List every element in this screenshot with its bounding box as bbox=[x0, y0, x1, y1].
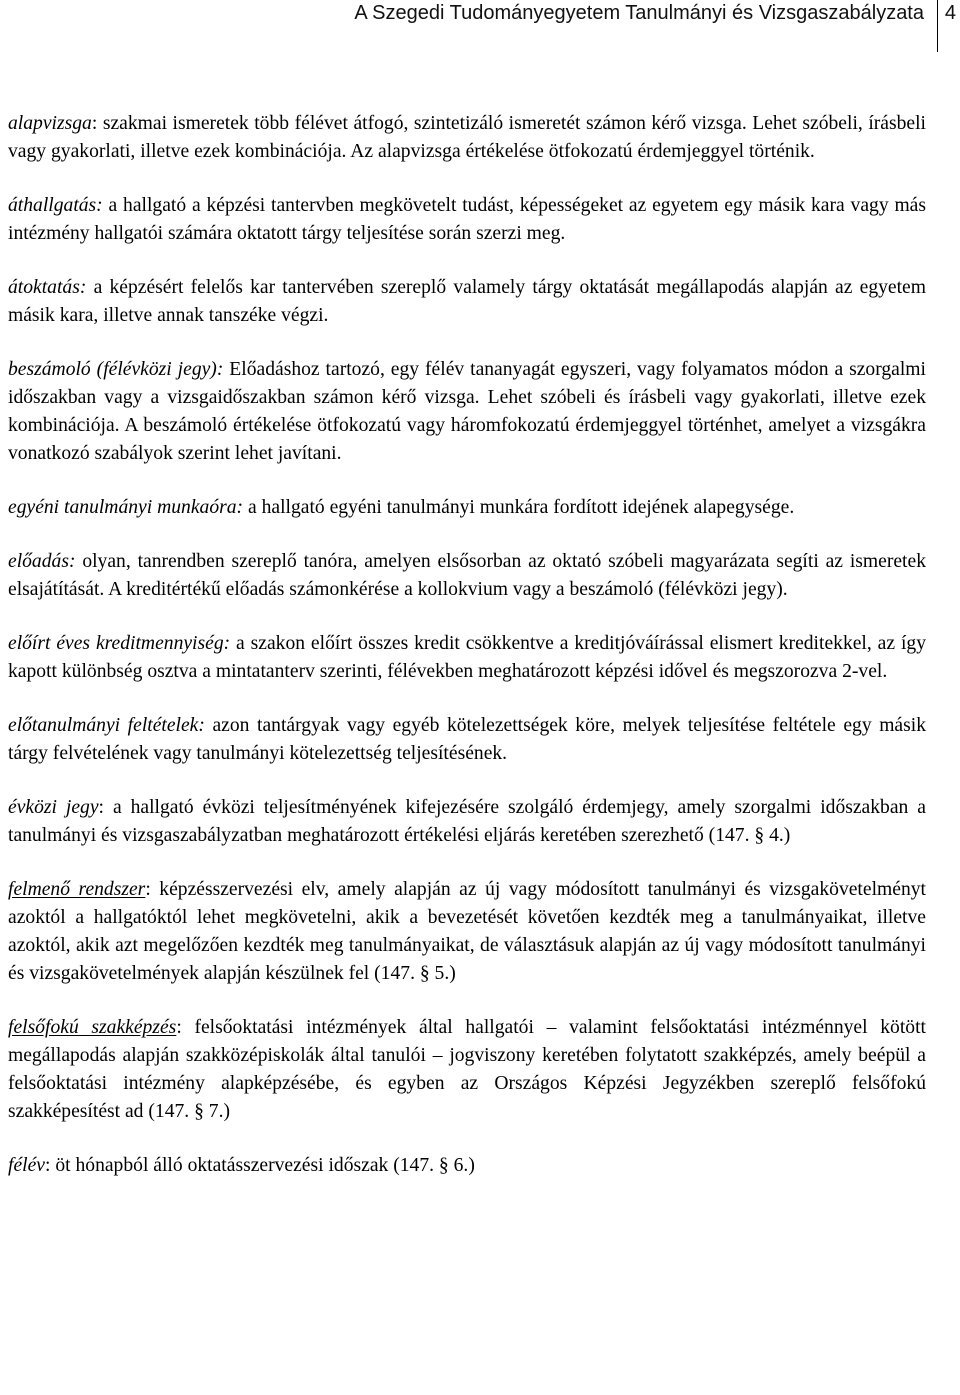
definition-term: előtanulmányi feltételek: bbox=[8, 715, 205, 736]
definition-felsofoku-szakkepzes: felsőfokú szakképzés: felsőoktatási intézmények által hallgatói – valamint felsőoktatási intézménnyel kötött megállapodás alapján szakközépiskolák által tanulói – jogviszony keretében folytatott szakképzés, amely beépül a felsőoktatási intézmény alapképzésébe, és egyben az Országos Képzési Jegyzékben szereplő felsőfokú szakképesítést ad (147. § 7.) bbox=[8, 1017, 926, 1122]
definition-text: szakmai ismeretek több félévet átfogó, szintetizáló ismeretét számon kérő vizsga. Lehet szóbeli, írásbeli vagy gyakorlati, illetve ezek kombinációja. Az alapvizsga értékelése ötfokozatú érdemjeggyel történik. bbox=[8, 113, 926, 162]
definition-term: előadás: bbox=[8, 551, 76, 572]
definition-term: áthallgatás: bbox=[8, 195, 103, 216]
definition-eloadas bbox=[8, 548, 926, 604]
definition-text: öt hónapból álló oktatásszervezési időszak (147. § 6.) bbox=[50, 1155, 475, 1176]
definition-text: a hallgató évközi teljesítményének kifejezésére szolgáló érdemjegy, amely szorgalmi időszakban a tanulmányi és vizsgaszabályzatban meghatározott értékelési eljárás keretében szerezhető (147. § 4.) bbox=[8, 797, 926, 846]
definition-term: alapvizsga bbox=[8, 113, 92, 134]
page-header bbox=[0, 0, 960, 52]
definition-text: a képzésért felelős kar tantervében szereplő valamely tárgy oktatását megállapodás alapján az egyetem másik kara, illetve annak tanszéke végzi. bbox=[8, 277, 926, 326]
definition-text: Előadáshoz tartozó, egy félév tananyagát egyszeri, vagy folyamatos módon a szorgalmi időszakban vagy a vizsgaidőszakban számon kérő vizsga. Lehet szóbeli és írásbeli vagy gyakorlati, illetve ezek kombinációja. A beszámoló értékelése ötfokozatú vagy háromfokozatú érdemjeggyel történhet, amelyet a vizsgákra vonatkozó szabályok szerint lehet javítani. bbox=[8, 359, 926, 464]
page-number: 4 bbox=[944, 2, 956, 24]
definition-term: felsőfokú szakképzés bbox=[8, 1017, 177, 1038]
definition-text: a hallgató egyéni tanulmányi munkára fordított idejének alapegysége. bbox=[243, 497, 795, 518]
definition-text: képzésszervezési elv, amely alapján az új vagy módosított tanulmányi és vizsgakövetelményt azoktól a hallgatóktól lehet megkövetelni, akik a bevezetését követően kezdték meg a tanulmányaikat, illetve azoktól, akik azt megelőzően kezdték meg tanulmányaikat, de választásuk alapján az új vagy módosított tanulmányi és vizsgakövetelmények alapján készülnek fel (147. § 5.) bbox=[8, 879, 926, 984]
definition-felmeno-rendszer: felmenő rendszer: képzésszervezési elv, amely alapján az új vagy módosított tanulmányi és vizsgakövetelményt azoktól a hallgatóktól lehet megkövetelni, akik a bevezetését követően kezdték meg a tanulmányaikat, illetve azoktól, akik azt megelőzően kezdték meg tanulmányaikat, de választásuk alapján az új vagy módosított tanulmányi és vizsgakövetelmények alapján készülnek fel (147. § 5.) bbox=[8, 879, 926, 984]
definition-term: egyéni tanulmányi munkaóra: bbox=[8, 497, 244, 518]
definition-term: évközi jegy bbox=[8, 797, 99, 818]
definition-term: átoktatás: bbox=[8, 277, 87, 298]
definition-athallgatas bbox=[8, 192, 926, 248]
definition-elotanulmanyi-feltetelek bbox=[8, 712, 926, 768]
header-divider bbox=[937, 0, 938, 52]
definition-beszamolo bbox=[8, 356, 926, 468]
document-title: A Szegedi Tudományegyetem Tanulmányi és Vizsgaszabályzata bbox=[354, 2, 924, 24]
definition-eloirt-eves-kreditmennyiseg bbox=[8, 630, 926, 686]
definition-term: felmenő rendszer bbox=[8, 879, 146, 900]
definition-term: beszámoló (félévközi jegy): bbox=[8, 359, 224, 380]
definition-evkozi-jegy: évközi jegy: a hallgató évközi teljesítményének kifejezésére szolgáló érdemjegy, amely szorgalmi időszakban a tanulmányi és vizsgaszabályzatban meghatározott értékelési eljárás keretében szerezhető (147. § 4.) bbox=[8, 797, 926, 846]
definitions-list bbox=[8, 110, 926, 1180]
definition-text: azon tantárgyak vagy egyéb kötelezettségek köre, melyek teljesítése feltétele egy másik tárgy felvételének vagy tanulmányi kötelezettség teljesítésének. bbox=[8, 715, 926, 764]
definition-text: olyan, tanrendben szereplő tanóra, amelyen elsősorban az oktató szóbeli magyarázata segíti az ismeretek elsajátítását. A kreditértékű előadás számonkérése a kollokvium vagy a beszámoló (félévközi jegy). bbox=[8, 551, 926, 600]
definition-alapvizsga: alapvizsga: szakmai ismeretek több félévet átfogó, szintetizáló ismeretét számon kérő vizsga. Lehet szóbeli, írásbeli vagy gyakorlati, illetve ezek kombinációja. Az alapvizsga értékelése ötfokozatú érdemjeggyel történik. bbox=[8, 113, 926, 162]
definition-atoktatas bbox=[8, 274, 926, 330]
definition-text: a szakon előírt összes kredit csökkentve a kreditjóváírással elismert kreditekkel, az így kapott különbség osztva a mintatanterv szerinti, félévekben meghatározott képzési idővel és megszorozva 2-vel. bbox=[8, 633, 926, 682]
definition-text: a hallgató a képzési tantervben megkövetelt tudást, képességeket az egyetem egy másik kara vagy más intézmény hallgatói számára oktatott tárgy teljesítése során szerzi meg. bbox=[8, 195, 926, 244]
definition-term: előírt éves kreditmennyiség: bbox=[8, 633, 231, 654]
definition-felev: félév: öt hónapból álló oktatásszervezési időszak (147. § 6.) bbox=[8, 1155, 475, 1176]
definition-text: felsőoktatási intézmények által hallgatói – valamint felsőoktatási intézménnyel kötött megállapodás alapján szakközépiskolák által tanulói – jogviszony keretében folytatott szakképzés, amely beépül a felsőoktatási intézmény alapképzésébe, és egyben az Országos Képzési Jegyzékben szereplő felsőfokú szakképesítést ad (147. § 7.) bbox=[8, 1017, 926, 1122]
definition-egyeni-tanulmanyi-munkaora bbox=[8, 494, 926, 522]
definition-term: félév bbox=[8, 1155, 45, 1176]
